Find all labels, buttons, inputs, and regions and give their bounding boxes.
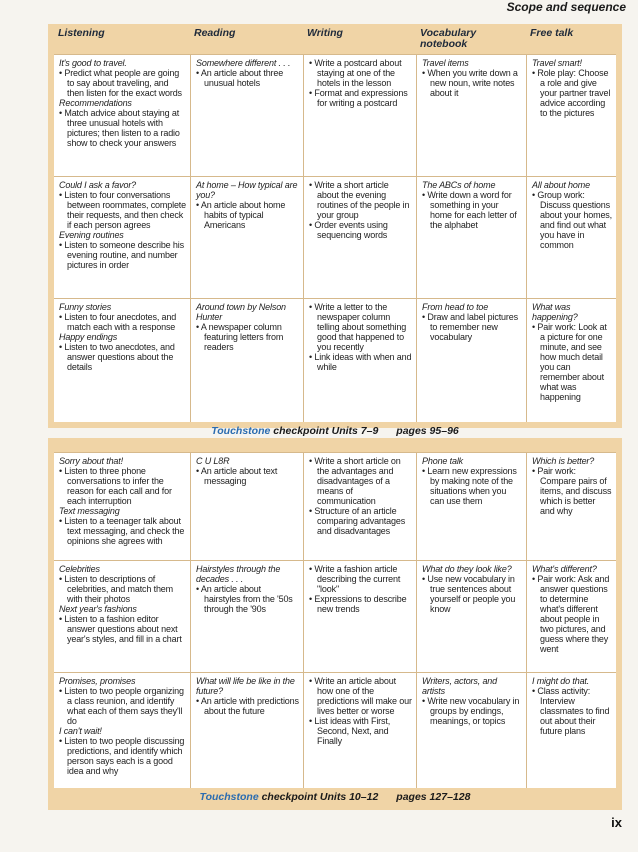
bullet-item: • Listen to two anecdotes, and answer questions about the details [59, 342, 186, 372]
item-title: Happy endings [59, 332, 118, 342]
bullet-item: • Learn new expressions by making note of the situations when you can use them [422, 466, 522, 506]
item-title: Funny stories [59, 302, 112, 312]
bullet-item: • Use new vocabulary in true sentences about yourself or people you know [422, 574, 522, 614]
cell-listening [54, 561, 190, 672]
bullet-item: • Write an article about how one of the predictions will make our lives better or worse [309, 676, 412, 716]
item-title: I can't wait! [59, 726, 102, 736]
bullet-item: • Draw and label pictures to remember new vocabulary [422, 312, 522, 342]
table-row [54, 672, 616, 788]
bullet-item: • Write down a word for something in your home for each letter of the alphabet [422, 190, 522, 230]
cell-reading [190, 299, 303, 422]
bullet-item: • Pair work: Look at a picture for one minute, and see how much detail you can remember about what was happening [532, 322, 612, 402]
bullet-item: • Predict what people are going to say about traveling, and then listen for the exact words [59, 68, 186, 98]
bullet-item: • A newspaper column featuring letters from readers [196, 322, 299, 352]
cell-vocabulary-notebook [416, 55, 526, 176]
item-title: What's different? [532, 564, 597, 574]
cell-reading [190, 561, 303, 672]
cell-free-talk [526, 177, 616, 298]
item-title: It's good to travel. [59, 58, 127, 68]
column-header-row [54, 24, 616, 54]
table-row [54, 54, 616, 176]
bullet-item: • Write a short article about the evening routines of the people in your group [309, 180, 412, 220]
item-title: Could I ask a favor? [59, 180, 137, 190]
cell-free-talk [526, 673, 616, 788]
touchstone-brand: Touchstone [211, 425, 271, 437]
item-title: Celebrities [59, 564, 100, 574]
bullet-item: • Group work: Discuss questions about your homes, and find out what you have in common [532, 190, 612, 250]
cell-vocabulary-notebook [416, 453, 526, 560]
bullet-item: • Role play: Choose a role and give your partner travel advice according to the pictures [532, 68, 612, 118]
bullet-item: • Match advice about staying at three unusual hotels with pictures; then listen to a radio show to check your answers [59, 108, 186, 148]
cell-listening [54, 673, 190, 788]
item-title: Recommendations [59, 98, 132, 108]
cell-vocabulary-notebook [416, 673, 526, 788]
item-title: Travel smart! [532, 58, 582, 68]
item-title: Which is better? [532, 456, 595, 466]
bullet-item: • Write new vocabulary in groups by endings, meanings, or topics [422, 696, 522, 726]
item-title: Travel items [422, 58, 469, 68]
cell-free-talk [526, 55, 616, 176]
bullet-item: • Listen to two people discussing predictions, and identify which person says each is a good idea and why [59, 736, 186, 776]
bullet-item: • Listen to two people organizing a class reunion, and identify what each of them says they'll do [59, 686, 186, 726]
bullet-item: • Format and expressions for writing a postcard [309, 88, 412, 108]
bullet-item: • When you write down a new noun, write notes about it [422, 68, 522, 98]
item-title: Promises, promises [59, 676, 136, 686]
bullet-item: • Pair work: Compare pairs of items, and discuss which is better and why [532, 466, 612, 516]
page-header-title: Scope and sequence [506, 0, 626, 14]
bullet-item: • Order events using sequencing words [309, 220, 412, 240]
scope-table-block-1 [48, 24, 622, 437]
cell-reading [190, 55, 303, 176]
checkpoint-pages: pages 95–96 [396, 425, 459, 437]
cell-reading [190, 177, 303, 298]
cell-writing [303, 673, 416, 788]
bullet-item: • Write a postcard about staying at one of the hotels in the lesson [309, 58, 412, 88]
bullet-item: • Listen to someone describe his evening routine, and number pictures in order [59, 240, 186, 270]
item-title: At home – How typical are you? [196, 180, 298, 200]
column-header-reading: Reading [194, 27, 236, 39]
bullet-item: • Pair work: Ask and answer questions to determine what's different about people in two pictures, and guess where they went [532, 574, 612, 654]
cell-free-talk [526, 561, 616, 672]
bullet-item: • An article about three unusual hotels [196, 68, 299, 88]
bullet-item: • An article about hairstyles from the '50s through the '90s [196, 584, 299, 614]
checkpoint-line [54, 788, 616, 806]
item-title: Text messaging [59, 506, 120, 516]
column-header-writing: Writing [307, 27, 343, 39]
checkpoint-label: checkpoint Units 10–12 [261, 791, 379, 803]
bullet-item: • Write a fashion article describing the current "look" [309, 564, 412, 594]
bullet-item: • Write a short article on the advantages and disadvantages of a means of communication [309, 456, 412, 506]
item-title: The ABCs of home [422, 180, 496, 190]
column-header-free-talk: Free talk [530, 27, 574, 39]
bullet-item: • Expressions to describe new trends [309, 594, 412, 614]
cell-vocabulary-notebook [416, 177, 526, 298]
bullet-item: • Write a letter to the newspaper column telling about something good that happened to you recently [309, 302, 412, 352]
table-row [54, 560, 616, 672]
bullet-item: • An article about text messaging [196, 466, 299, 486]
cell-reading [190, 453, 303, 560]
bullet-item: • List ideas with First, Second, Next, and Finally [309, 716, 412, 746]
cell-vocabulary-notebook [416, 299, 526, 422]
item-title: Hairstyles through the decades . . . [196, 564, 281, 584]
item-title: Next year's fashions [59, 604, 137, 614]
touchstone-brand: Touchstone [199, 791, 259, 803]
page-number: ix [611, 815, 622, 830]
bullet-item: • Class activity: Interview classmates to find out about their future plans [532, 686, 612, 736]
cell-reading [190, 673, 303, 788]
cell-writing [303, 453, 416, 560]
bullet-item: • Listen to four anecdotes, and match each with a response [59, 312, 186, 332]
scope-table-block-2 [48, 438, 622, 810]
bullet-item: • Structure of an article comparing advantages and disadvantages [309, 506, 412, 536]
checkpoint-label: checkpoint Units 7–9 [273, 425, 379, 437]
cell-writing [303, 55, 416, 176]
bullet-item: • Link ideas with when and while [309, 352, 412, 372]
item-title: I might do that. [532, 676, 590, 686]
bullet-item: • Listen to descriptions of celebrities, and match them with their photos [59, 574, 186, 604]
cell-free-talk [526, 453, 616, 560]
cell-free-talk [526, 299, 616, 422]
cell-writing [303, 561, 416, 672]
table-row [54, 298, 616, 422]
checkpoint-pages: pages 127–128 [396, 791, 471, 803]
cell-listening [54, 299, 190, 422]
cell-writing [303, 299, 416, 422]
item-title: C U L8R [196, 456, 230, 466]
bullet-item: • Listen to a fashion editor answer questions about next year's styles, and fill in a chart [59, 614, 186, 644]
cell-listening [54, 55, 190, 176]
cell-writing [303, 177, 416, 298]
bullet-item: • Listen to four conversations between roommates, complete their requests, and then check if each person agrees [59, 190, 186, 230]
cell-listening [54, 177, 190, 298]
table-row [54, 176, 616, 298]
bullet-item: • An article about home habits of typical Americans [196, 200, 299, 230]
item-title: Around town by Nelson Hunter [196, 302, 286, 322]
item-title: From head to toe [422, 302, 489, 312]
item-title: Writers, actors, and artists [422, 676, 498, 696]
cell-listening [54, 453, 190, 560]
column-header-listening: Listening [58, 27, 105, 39]
item-title: Evening routines [59, 230, 124, 240]
bullet-item: • Listen to a teenager talk about text messaging, and check the opinions she agrees with [59, 516, 186, 546]
table-row [54, 452, 616, 560]
item-title: Sorry about that! [59, 456, 123, 466]
item-title: What will life be like in the future? [196, 676, 295, 696]
item-title: What was happening? [532, 302, 578, 322]
bullet-item: • An article with predictions about the future [196, 696, 299, 716]
item-title: Somewhere different . . . [196, 58, 291, 68]
column-header-vocabulary-notebook: Vocabulary notebook [420, 27, 477, 50]
cell-vocabulary-notebook [416, 561, 526, 672]
bullet-item: • Listen to three phone conversations to infer the reason for each call and for each interruption [59, 466, 186, 506]
item-title: All about home [532, 180, 590, 190]
item-title: What do they look like? [422, 564, 512, 574]
item-title: Phone talk [422, 456, 464, 466]
